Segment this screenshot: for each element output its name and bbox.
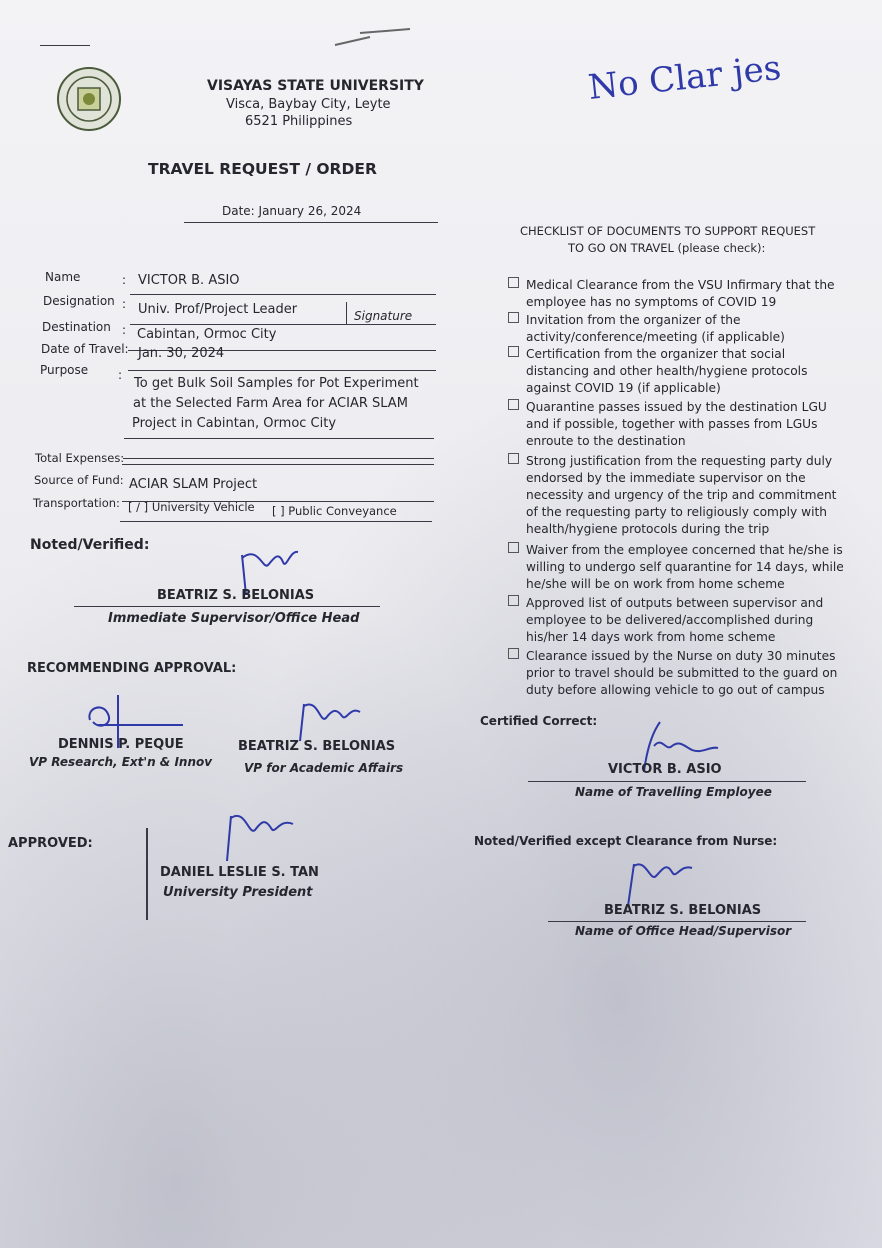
president-name: DANIEL LESLIE S. TAN [160,865,319,880]
name-value: VICTOR B. ASIO [138,273,240,288]
checklist-title-line-2: TO GO ON TRAVEL (please check): [568,241,766,255]
vp-research-name: DENNIS P. PEQUE [58,737,184,752]
certified-correct-label: Certified Correct: [480,714,598,728]
vp-academic-role: VP for Academic Affairs [244,761,404,775]
designation-label: Designation [43,294,115,308]
destination-value: Cabintan, Ormoc City [137,327,277,342]
university-seal-icon [56,66,122,132]
checklist-item: Approved list of outputs between supervisor and employee to be delivered/accomplished during his/her 14 days work from home scheme [508,595,848,646]
checklist-item: Certification from the organizer that social distancing and other health/hygiene protocols against COVID 19 (if applicable) [508,346,848,397]
office-head-signature [620,850,700,910]
noted-verified-name: BEATRIZ S. BELONIAS [157,588,315,603]
checklist-item: Clearance issued by the Nurse on duty 30 minutes prior to travel should be submitted to the guard on duty before allowing vehicle to go out of campus [508,648,848,699]
source-of-fund-value: ACIAR SLAM Project [129,477,258,492]
colon: : [122,297,127,311]
purpose-underline-2 [123,458,434,459]
noted-verified-role: Immediate Supervisor/Office Head [108,611,360,626]
purpose-line-3: Project in Cabintan, Ormoc City [132,416,337,431]
checklist-item: Medical Clearance from the VSU Infirmary that the employee has no symptoms of COVID 19 [508,277,848,311]
checklist-item: Strong justification from the requesting party duly endorsed by the immediate supervisor on the necessity and urgency of the trip and commitment of the requesting party to religiously comply with health/hygiene protocols during the trip [508,453,848,538]
designation-value: Univ. Prof/Project Leader [138,302,298,317]
office-head-name: BEATRIZ S. BELONIAS [604,903,762,918]
transportation-underline [120,521,432,522]
handwritten-note: No Clar jes [586,48,783,108]
checklist-item: Invitation from the organizer of the activity/conference/meeting (if applicable) [508,312,848,346]
total-expenses-underline [122,464,434,465]
university-name: VISAYAS STATE UNIVERSITY [207,78,424,94]
form-title: TRAVEL REQUEST / ORDER [148,160,377,178]
purpose-line-1: To get Bulk Soil Samples for Pot Experiment [134,376,419,391]
office-head-underline [548,921,806,922]
checkbox-icon[interactable] [508,346,519,357]
top-scribble [330,25,420,55]
transportation-label: Transportation: [33,496,120,510]
designation-underline [130,324,436,325]
travelling-employee-underline [528,781,806,782]
total-expenses-label: Total Expenses: [35,451,125,465]
colon: : [122,323,127,337]
office-head-role: Name of Office Head/Supervisor [575,924,792,938]
date-of-travel-value: Jan. 30, 2024 [138,346,225,361]
checkbox-icon[interactable] [508,648,519,659]
signature-label: Signature [354,309,413,323]
approved-bracket [146,828,148,920]
checkbox-icon[interactable] [508,542,519,553]
noted-except-label: Noted/Verified except Clearance from Nurse: [474,834,778,848]
checklist-item: Waiver from the employee concerned that he/she is willing to undergo self quarantine for 14 days, while he/she will be on work from home scheme [508,542,848,593]
destination-label: Destination [42,320,111,334]
colon: : [118,368,123,382]
checklist-title-line-1: CHECKLIST OF DOCUMENTS TO SUPPORT REQUEST [520,224,816,238]
checkbox-icon[interactable] [508,399,519,410]
checkbox-icon[interactable] [508,595,519,606]
form-date: Date: January 26, 2024 [222,204,362,218]
name-label: Name [45,270,81,284]
colon: : [122,273,127,287]
travelling-employee-name: VICTOR B. ASIO [608,762,722,777]
president-role: University President [163,885,313,900]
recommending-approval-label: RECOMMENDING APPROVAL: [27,661,237,676]
date-of-travel-label: Date of Travel: [41,342,129,356]
name-underline [130,294,436,295]
travelling-employee-role: Name of Travelling Employee [575,785,772,799]
source-of-fund-label: Source of Fund: [34,473,124,487]
vp-academic-name: BEATRIZ S. BELONIAS [238,739,396,754]
president-signature [215,806,305,866]
transport-option-university-vehicle: [ / ] University Vehicle [128,500,255,514]
transport-option-public-conveyance: [ ] Public Conveyance [272,504,397,518]
top-dash [40,45,90,46]
vp-research-role: VP Research, Ext'n & Innov [29,755,213,769]
checklist-item: Quarantine passes issued by the destination LGU and if possible, together with passes from LGUs enroute to the destination [508,399,848,450]
purpose-label: Purpose [40,363,89,377]
address-line-1: Visca, Baybay City, Leyte [226,97,391,112]
date-underline [184,222,438,223]
purpose-line-2: at the Selected Farm Area for ACIAR SLAM [133,396,408,411]
purpose-underline-1 [124,438,434,439]
noted-verified-label: Noted/Verified: [30,537,150,553]
checkbox-icon[interactable] [508,453,519,464]
noted-verified-underline [74,606,380,607]
approved-label: APPROVED: [8,836,93,851]
checkbox-icon[interactable] [508,312,519,323]
date-of-travel-underline [128,370,436,371]
checkbox-icon[interactable] [508,277,519,288]
signature-divider [346,302,347,324]
address-line-2: 6521 Philippines [245,114,353,129]
